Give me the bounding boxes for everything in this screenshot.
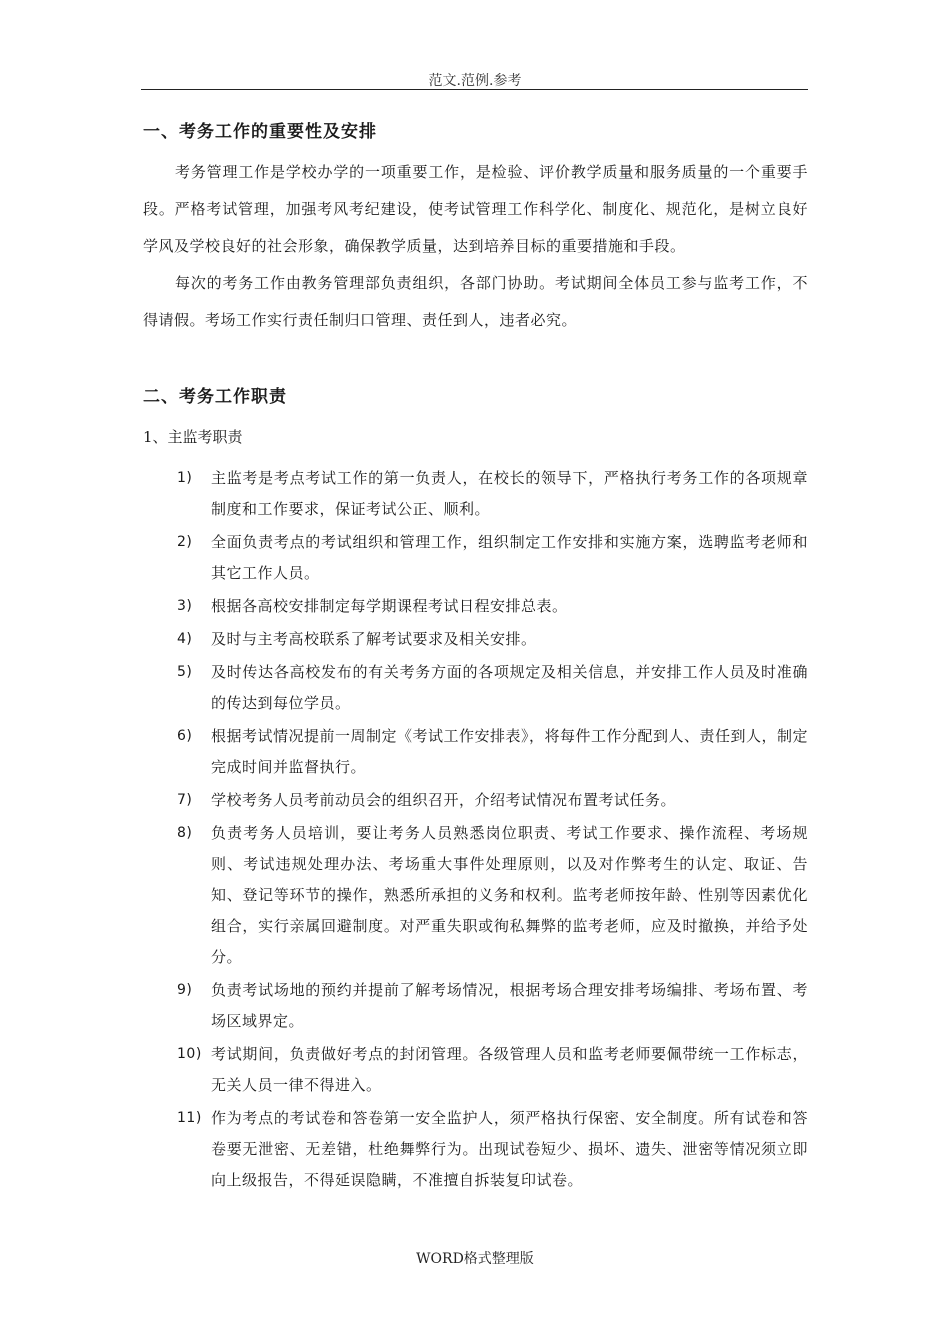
item-text: 全面负责考点的考试组织和管理工作，组织制定工作安排和实施方案，选聘监考老师和其它工作人员。 <box>211 533 808 582</box>
item-text: 及时传达各高校发布的有关考务方面的各项规定及相关信息，并安排工作人员及时准确的传达到每位学员。 <box>211 663 808 712</box>
page-footer: WORD格式整理版 <box>416 1251 534 1267</box>
list-item <box>143 975 808 1037</box>
item-number: 3) <box>177 598 193 614</box>
item-number: 2) <box>177 534 193 550</box>
list-item <box>143 591 808 622</box>
duty-list <box>143 463 808 1196</box>
section2-title: 二、考务工作职责 <box>143 387 287 407</box>
list-item <box>143 527 808 589</box>
item-text: 负责考试场地的预约并提前了解考场情况，根据考场合理安排考场编排、考场布置、考场区域界定。 <box>211 981 808 1030</box>
item-number: 10) <box>177 1046 202 1062</box>
list-item <box>143 624 808 655</box>
item-number: 1) <box>177 470 193 486</box>
section2-subtitle: 1、主监考职责 <box>143 428 243 446</box>
section-gap <box>143 339 808 381</box>
item-text: 作为考点的考试卷和答卷第一安全监护人，须严格执行保密、安全制度。所有试卷和答卷要无泄密、无差错，杜绝舞弊行为。出现试卷短少、损坏、遗失、泄密等情况须立即向上级报告，不得延误隐瞒，不准擅自拆装复印试卷。 <box>211 1109 808 1189</box>
item-number: 6) <box>177 728 193 744</box>
list-item <box>143 657 808 719</box>
item-text: 根据考试情况提前一周制定《考试工作安排表》，将每件工作分配到人、责任到人，制定完成时间并监督执行。 <box>211 727 809 776</box>
section1-title: 一、考务工作的重要性及安排 <box>143 122 377 142</box>
list-item <box>143 1039 808 1101</box>
section1-paragraph-2: 每次的考务工作由教务管理部负责组织，各部门协助。考试期间全体员工参与监考工作，不得请假。考场工作实行责任制归口管理、责任到人，违者必究。 <box>143 274 808 329</box>
item-text: 负责考务人员培训，要让考务人员熟悉岗位职责、考试工作要求、操作流程、考场规则、考试违规处理办法、考场重大事件处理原则，以及对作弊考生的认定、取证、告知、登记等环节的操作，熟悉所承担的义务和权利。监考老师按年龄、性别等因素优化组合，实行亲属回避制度。对严重失职或徇私舞弊的监考老师，应及时撤换，并给予处分。 <box>211 824 808 966</box>
section1-paragraph-1: 考务管理工作是学校办学的一项重要工作，是检验、评价教学质量和服务质量的一个重要手段。严格考试管理，加强考风考纪建设，使考试管理工作科学化、制度化、规范化，是树立良好学风及学校良好的社会形象，确保教学质量，达到培养目标的重要措施和手段。 <box>143 163 808 255</box>
item-text: 主监考是考点考试工作的第一负责人，在校长的领导下，严格执行考务工作的各项规章制度和工作要求，保证考试公正、顺利。 <box>211 469 808 518</box>
document-body <box>143 116 808 1198</box>
list-item <box>143 1103 808 1196</box>
item-number: 9) <box>177 982 193 998</box>
item-number: 8) <box>177 825 193 841</box>
item-number: 11) <box>177 1110 202 1126</box>
item-number: 5) <box>177 664 193 680</box>
item-number: 4) <box>177 631 193 647</box>
item-text: 学校考务人员考前动员会的组织召开，介绍考试情况布置考试任务。 <box>211 791 677 809</box>
list-item <box>143 818 808 973</box>
item-number: 7) <box>177 792 193 808</box>
page-header: 范文.范例.参考 <box>428 73 522 89</box>
item-text: 根据各高校安排制定每学期课程考试日程安排总表。 <box>211 597 568 615</box>
header-rule <box>141 89 808 90</box>
list-item <box>143 463 808 525</box>
list-item <box>143 721 808 783</box>
item-text: 及时与主考高校联系了解考试要求及相关安排。 <box>211 630 537 648</box>
item-text: 考试期间，负责做好考点的封闭管理。各级管理人员和监考老师要佩带统一工作标志，无关人员一律不得进入。 <box>211 1045 808 1094</box>
list-item <box>143 785 808 816</box>
